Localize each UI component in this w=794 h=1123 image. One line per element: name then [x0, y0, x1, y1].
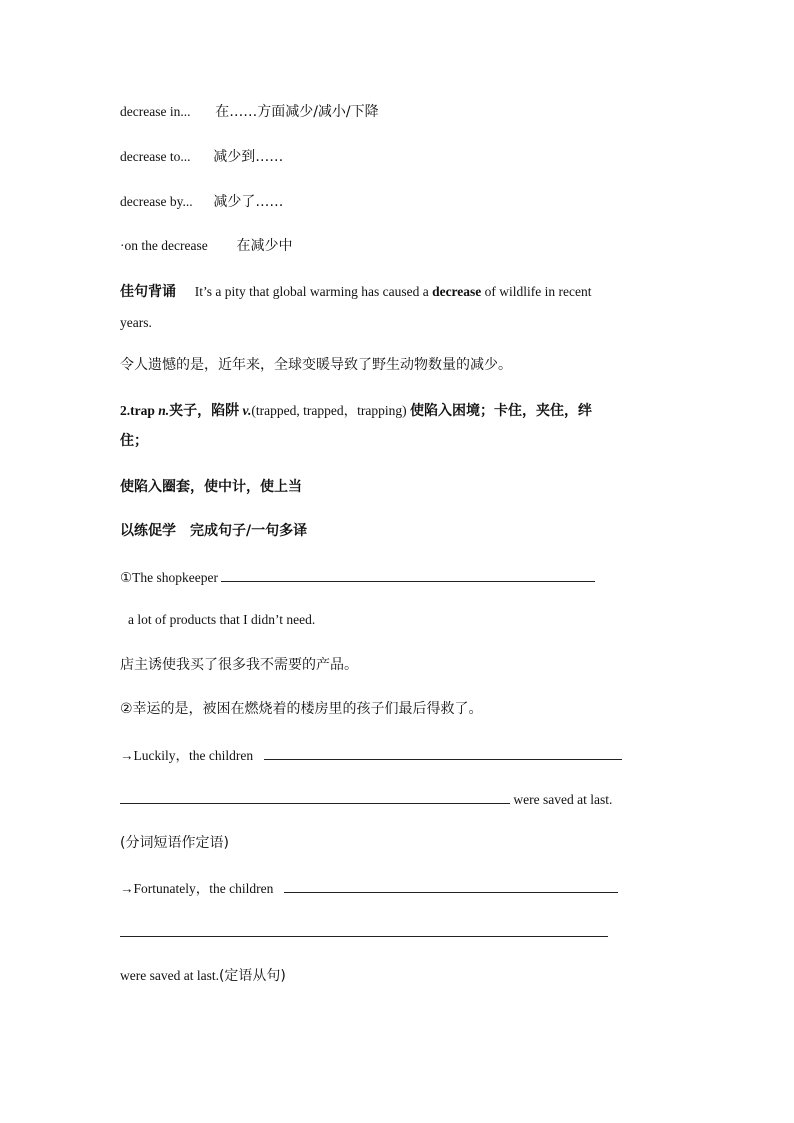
example-pre: It’s a pity that global warming has caused a	[194, 284, 429, 299]
entry-verb-forms: (trapped, trapped，trapping)	[251, 403, 407, 418]
phrase-cn: 减少到……	[213, 149, 284, 165]
answer-blank[interactable]	[284, 878, 618, 893]
sentence-2b-ending-text: were saved at last.	[120, 968, 219, 983]
vocab-entry	[120, 402, 592, 420]
phrase-line-1	[120, 103, 379, 121]
sentence-1	[120, 567, 595, 587]
example-cont-text: years.	[120, 315, 152, 330]
sentence-2b-note: (定语从句)	[218, 968, 286, 984]
practice-heading: 以练促学 完成句子/一句多译	[120, 523, 308, 539]
example-post: of wildlife in recent	[484, 284, 592, 299]
phrase-en: decrease in...	[120, 104, 191, 119]
sentence-2a-ending: were saved at last.	[513, 792, 613, 807]
phrase-line-4	[120, 237, 292, 255]
entry-verb-meaning: 使陷入困境；卡住，夹住，绊	[409, 403, 592, 419]
entry-word: trap	[130, 403, 155, 418]
sentence-2a-prompt: →Luckily，the children	[120, 748, 254, 763]
phrase-line-2	[120, 148, 283, 166]
phrase-cn: 在……方面减少/减小/下降	[215, 104, 379, 120]
entry-verb-meaning-2: 使陷入圈套，使中计，使上当	[120, 479, 302, 495]
example-translation: 令人遗憾的是，近年来，全球变暖导致了野生动物数量的减少。	[120, 357, 512, 373]
sentence-1-prompt: ①The shopkeeper	[120, 570, 218, 585]
phrase-cn: 在减少中	[236, 238, 293, 254]
sentence-1-continuation: a lot of products that I didn’t need.	[128, 612, 316, 627]
answer-blank[interactable]	[120, 922, 608, 937]
sentence-1-translation: 店主诱使我买了很多我不需要的产品。	[120, 657, 358, 673]
phrase-en: ·on the decrease	[120, 238, 208, 253]
entry-verb-meaning-cont: 住；	[120, 433, 148, 449]
sentence-2b-prompt: →Fortunately，the children	[120, 881, 274, 896]
phrase-en: decrease to...	[120, 149, 191, 164]
example-label: 佳句背诵	[120, 284, 176, 300]
answer-blank[interactable]	[120, 789, 510, 804]
sentence-2-chinese: ②幸运的是，被困在燃烧着的楼房里的孩子们最后得救了。	[120, 701, 483, 717]
entry-pos-verb: v.	[242, 403, 252, 418]
sentence-2a	[120, 745, 622, 765]
example-continuation	[120, 314, 152, 332]
example-keyword: decrease	[432, 284, 482, 299]
entry-noun-meaning: 夹子，陷阱	[169, 403, 240, 419]
example-sentence	[120, 283, 592, 301]
sentence-2b-ending	[120, 967, 286, 985]
phrase-en: decrease by...	[120, 194, 193, 209]
sentence-2b	[120, 878, 618, 898]
sentence-2a-note: (分词短语作定语)	[120, 835, 229, 851]
answer-blank[interactable]	[264, 745, 622, 760]
sentence-2a-line-2	[120, 789, 612, 809]
entry-pos-noun: n.	[158, 403, 170, 418]
entry-number: 2.	[120, 403, 131, 418]
answer-blank[interactable]	[221, 567, 595, 582]
phrase-cn: 减少了……	[213, 194, 284, 210]
sentence-2b-line-2	[120, 922, 608, 942]
phrase-line-3	[120, 193, 283, 211]
